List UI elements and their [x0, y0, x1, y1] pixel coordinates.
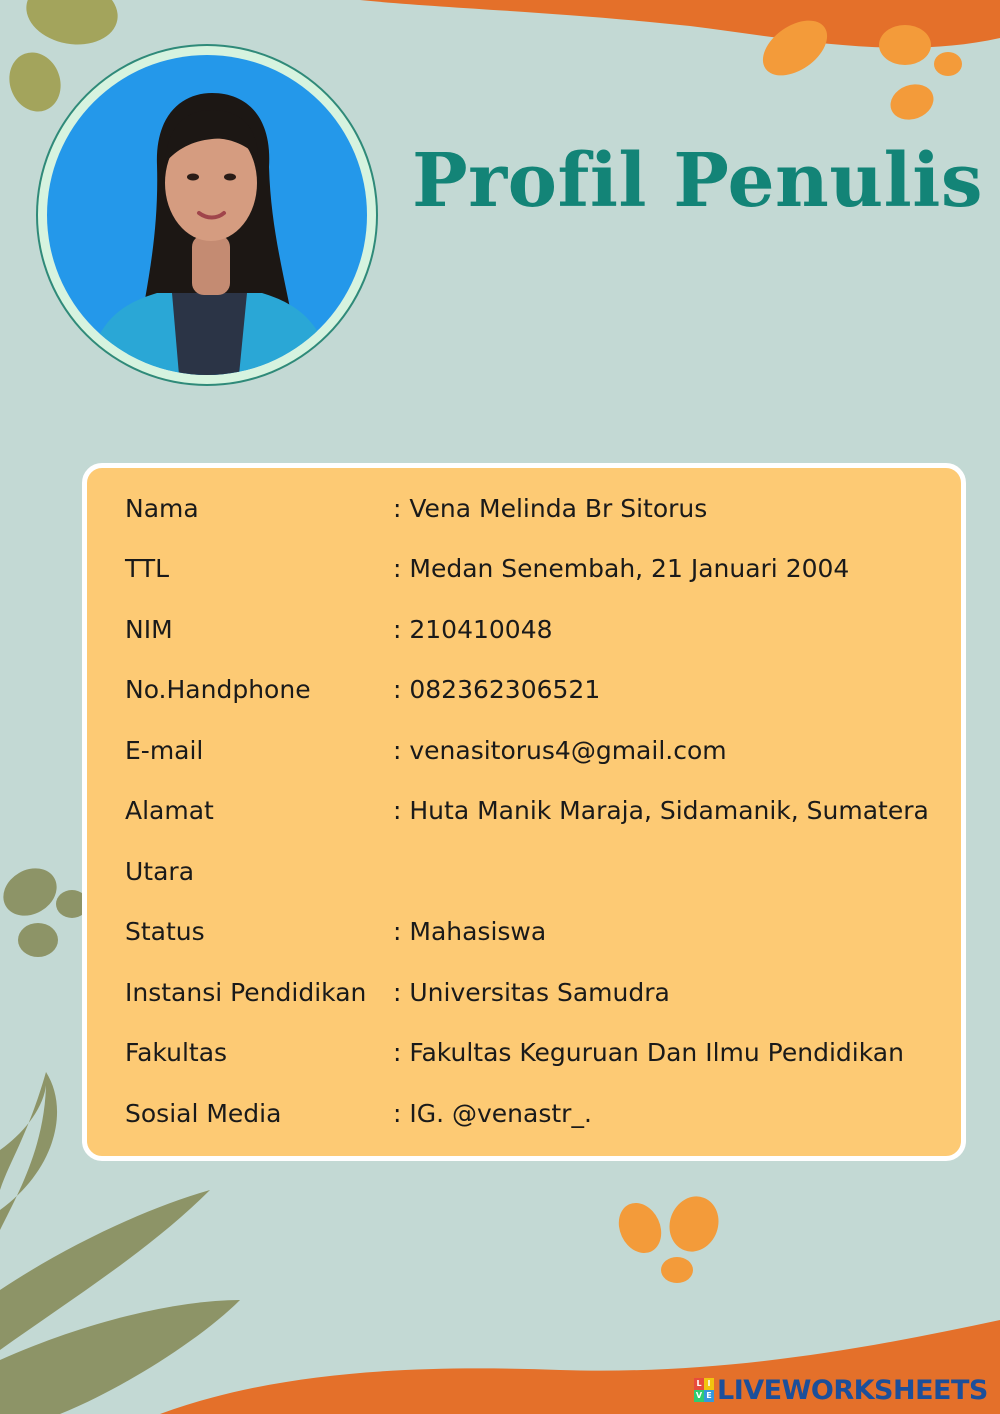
profile-row-label: Sosial Media: [125, 1098, 282, 1128]
profile-row-label: Nama: [125, 493, 199, 523]
orange-leaf-2: [879, 25, 931, 65]
profile-row: [125, 660, 955, 721]
page-title: Profil Penulis: [412, 138, 984, 224]
profile-row-label: TTL: [125, 554, 170, 584]
orange-leaf-4: [886, 79, 939, 126]
profile-row: [125, 1023, 955, 1084]
orange-leaf-3: [934, 52, 962, 76]
profile-card: [82, 463, 966, 1161]
profile-row: [125, 781, 955, 842]
orange-pebble-3: [661, 1257, 693, 1283]
olive-pebble-3: [18, 923, 58, 957]
profile-row-value: : Universitas Samudra: [393, 977, 670, 1007]
brand-name: LIVEWORKSHEETS: [717, 1374, 988, 1406]
profile-row-label: Fakultas: [125, 1038, 228, 1068]
profile-rows: [125, 478, 955, 1144]
profile-row: [125, 902, 955, 963]
profile-row-value: : Medan Senembah, 21 Januari 2004: [393, 554, 850, 584]
photo-frame: [38, 46, 376, 384]
profile-row-value: : 082362306521: [393, 675, 601, 705]
profile-row: [125, 1083, 955, 1144]
profile-row: [125, 841, 955, 902]
profile-row: [125, 962, 955, 1023]
liveworksheets-logo-icon: L I V E: [694, 1378, 714, 1402]
olive-leaf-1: [0, 1072, 46, 1190]
profile-row: [125, 720, 955, 781]
profile-row-label: Alamat: [125, 796, 214, 826]
olive-pebble-1: [0, 859, 65, 925]
orange-pebble-1: [611, 1196, 669, 1260]
profile-row: [125, 599, 955, 660]
author-photo: [47, 55, 367, 375]
profile-row-value: : Fakultas Keguruan Dan Ilmu Pendidikan: [393, 1038, 904, 1068]
profile-row-value: : Vena Melinda Br Sitorus: [393, 493, 708, 523]
profile-row: [125, 478, 955, 539]
profile-row-value: : Huta Manik Maraja, Sidamanik, Sumatera: [393, 796, 929, 826]
profile-row-value: : venasitorus4@gmail.com: [393, 735, 727, 765]
profile-row-label: Status: [125, 917, 205, 947]
profile-row-label: No.Handphone: [125, 675, 311, 705]
liveworksheets-brand[interactable]: [694, 1374, 988, 1406]
profile-row-value: : Mahasiswa: [393, 917, 547, 947]
olive-blob-1: [21, 0, 123, 52]
profile-row-label: NIM: [125, 614, 173, 644]
profile-row-label: Instansi Pendidikan: [125, 977, 367, 1007]
profile-row-value: : IG. @venastr_.: [393, 1098, 592, 1128]
profile-row-value: : 210410048: [393, 614, 553, 644]
profile-row-label: E-mail: [125, 735, 204, 765]
profile-row-label: Utara: [125, 856, 195, 886]
profile-row: [125, 539, 955, 600]
orange-pebble-2: [662, 1189, 726, 1258]
